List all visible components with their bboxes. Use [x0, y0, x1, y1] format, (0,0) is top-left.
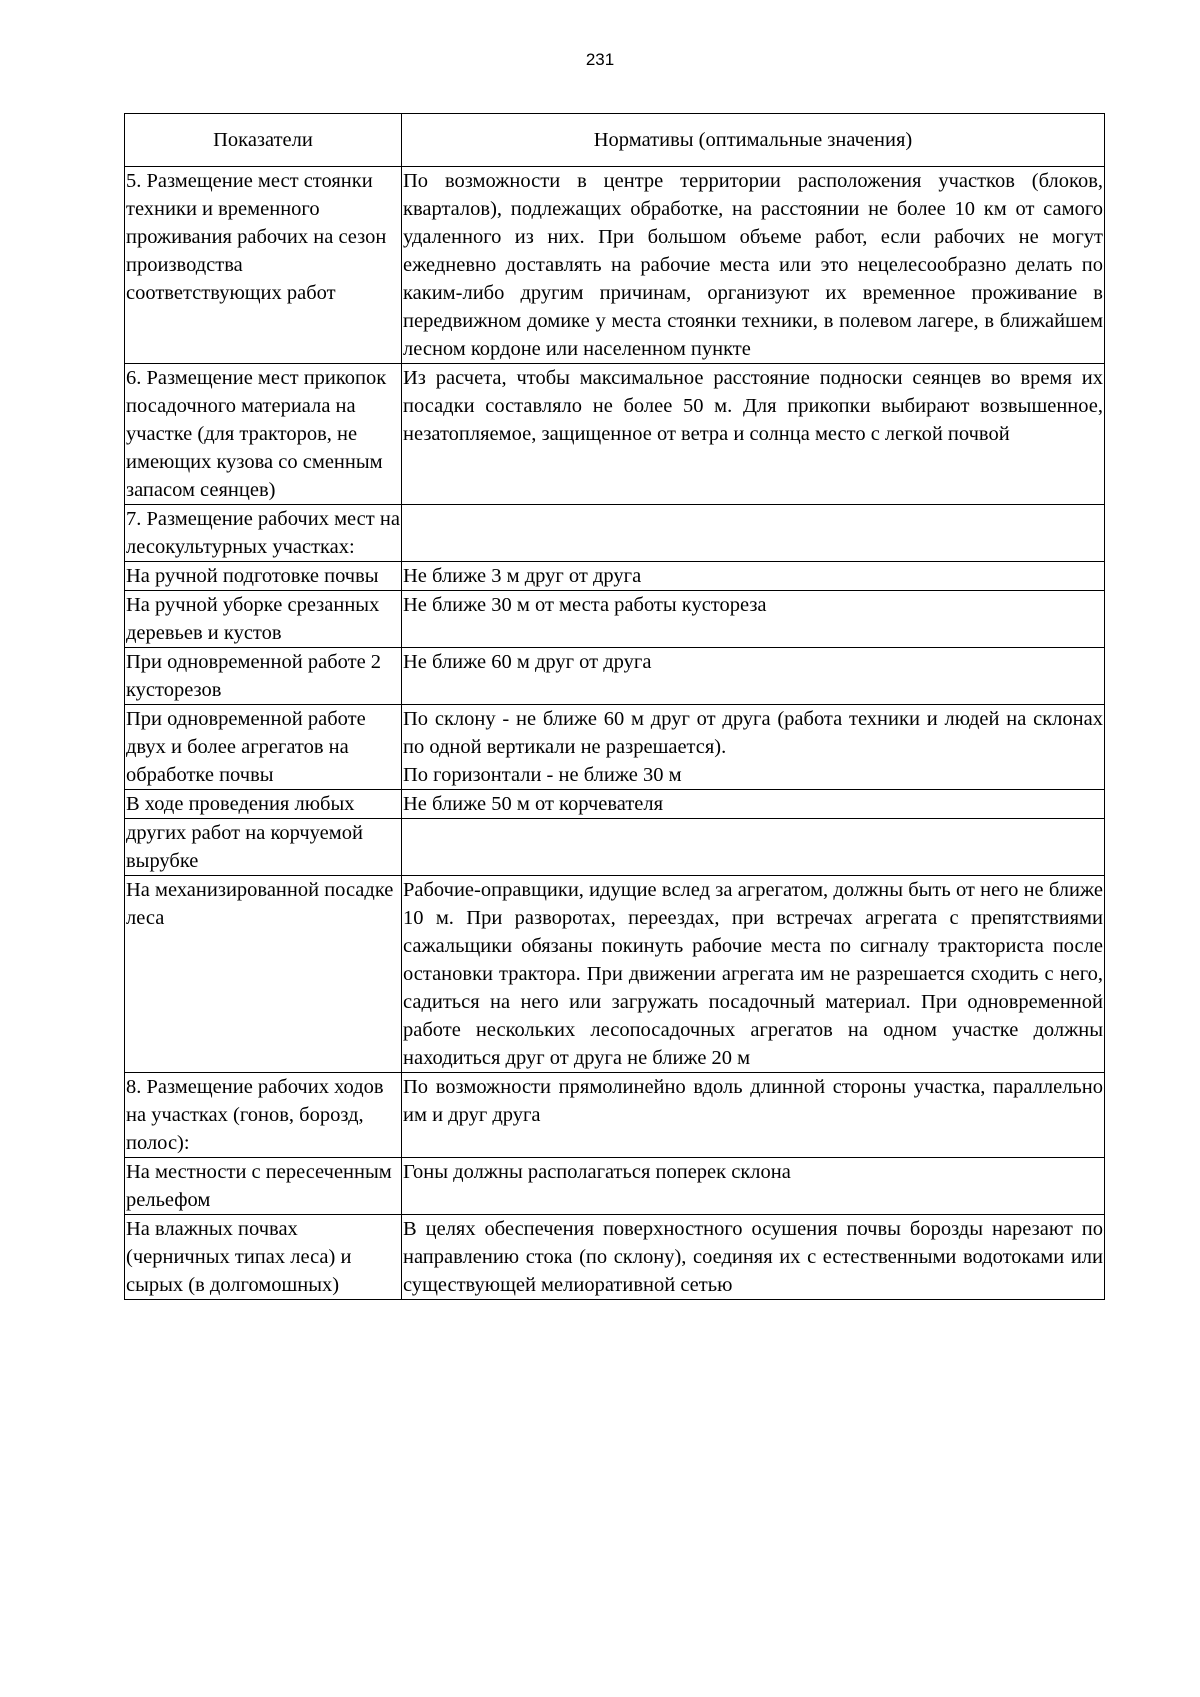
norm-cell: Рабочие-оправщики, идущие вслед за агрегатом, должны быть от него не ближе 10 м. При разворотах, переездах, при встречах агрегата с препятствиями сажальщики обязаны покинуть рабочие места по сигналу тракториста после остановки трактора. При движении агрегата им не разрешается сходить с него, садиться на него или загружать посадочный материал. При одновременной работе нескольких лесопосадочных агрегатов на одном участке должны находиться друг от друга не ближе 20 м	[402, 876, 1105, 1073]
page-number: 231	[585, 50, 615, 69]
indicator-cell: На механизированной посадке леса	[125, 876, 402, 1073]
table-row	[125, 505, 1105, 562]
indicator-cell: При одновременной работе двух и более агрегатов на обработке почвы	[125, 705, 402, 790]
norm-cell: По возможности в центре территории расположения участков (блоков, кварталов), подлежащих обработке, на расстоянии не более 10 км от самого удаленного из них. При большом объеме работ, если рабочих не могут ежедневно доставлять на рабочие места или это нецелесообразно делать по каким-либо другим причинам, организуют их временное проживание в передвижном домике у места стоянки техники, в полевом лагере, в ближайшем лесном кордоне или населенном пункте	[402, 167, 1105, 364]
indicator-cell: других работ на корчуемой вырубке	[125, 819, 402, 876]
norm-cell: Не ближе 3 м друг от друга	[402, 562, 1105, 591]
table-row	[125, 364, 1105, 505]
norm-cell: По возможности прямолинейно вдоль длинной стороны участка, параллельно им и друг друга	[402, 1073, 1105, 1158]
norm-cell: Из расчета, чтобы максимальное расстояние подноски сеянцев во время их посадки составляло не более 50 м. Для прикопки выбирают возвышенное, незатопляемое, защищенное от ветра и солнца место с легкой почвой	[402, 364, 1105, 505]
table-row	[125, 1158, 1105, 1215]
norm-cell: Не ближе 60 м друг от друга	[402, 648, 1105, 705]
indicator-cell: На ручной уборке срезанных деревьев и кустов	[125, 591, 402, 648]
norms-table	[124, 113, 1105, 1300]
table-row	[125, 790, 1105, 819]
norm-cell: В целях обеспечения поверхностного осушения почвы борозды нарезают по направлению стока (по склону), соединяя их с естественными водотоками или существующей мелиоративной сетью	[402, 1215, 1105, 1300]
norm-cell	[402, 505, 1105, 562]
table-row	[125, 705, 1105, 790]
table-row	[125, 819, 1105, 876]
indicator-cell: На влажных почвах (черничных типах леса) и сырых (в долгомошных)	[125, 1215, 402, 1300]
column-header-indicators: Показатели	[125, 114, 402, 167]
indicator-cell: 7. Размещение рабочих мест на лесокультурных участках:	[125, 505, 402, 562]
indicator-cell: На местности с пересеченным рельефом	[125, 1158, 402, 1215]
indicator-cell: 8. Размещение рабочих ходов на участках (гонов, борозд, полос):	[125, 1073, 402, 1158]
table-row	[125, 1073, 1105, 1158]
indicator-cell: В ходе проведения любых	[125, 790, 402, 819]
indicator-cell: При одновременной работе 2 кусторезов	[125, 648, 402, 705]
norm-cell	[402, 819, 1105, 876]
norm-cell: Не ближе 30 м от места работы кустореза	[402, 591, 1105, 648]
table-row	[125, 167, 1105, 364]
norm-cell: Гоны должны располагаться поперек склона	[402, 1158, 1105, 1215]
indicator-cell: 6. Размещение мест прикопок посадочного материала на участке (для тракторов, не имеющих кузова со сменным запасом сеянцев)	[125, 364, 402, 505]
table-row	[125, 648, 1105, 705]
norm-cell	[402, 705, 1105, 790]
table-row	[125, 591, 1105, 648]
table-row	[125, 1215, 1105, 1300]
column-header-norms: Нормативы (оптимальные значения)	[402, 114, 1105, 167]
table-row	[125, 876, 1105, 1073]
norm-line: По горизонтали - не ближе 30 м	[403, 764, 682, 786]
indicator-cell: На ручной подготовке почвы	[125, 562, 402, 591]
norm-line: По склону - не ближе 60 м друг от друга (работа техники и людей на склонах по одной вертикали не разрешается).	[403, 708, 1103, 758]
table-header-row	[125, 114, 1105, 167]
table-row	[125, 562, 1105, 591]
indicator-cell: 5. Размещение мест стоянки техники и временного проживания рабочих на сезон производства соответствующих работ	[125, 167, 402, 364]
norm-cell: Не ближе 50 м от корчевателя	[402, 790, 1105, 819]
